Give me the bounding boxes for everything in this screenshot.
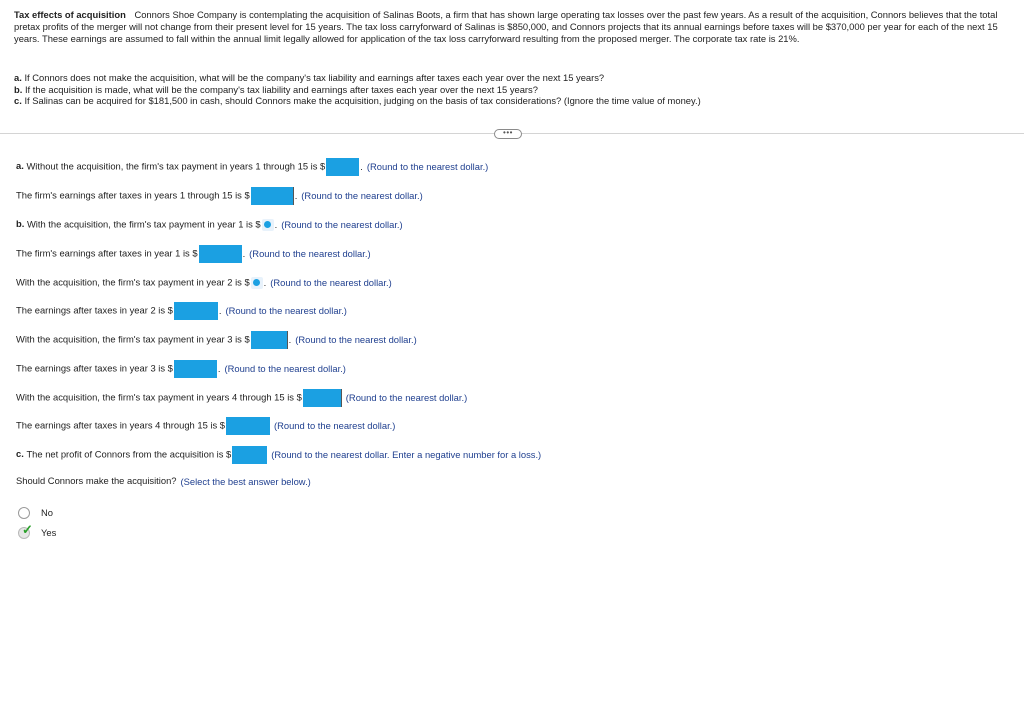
question-letter: a.	[14, 72, 22, 83]
answer-text: With the acquisition, the firm's tax payment in year 1 is $	[26, 218, 261, 230]
answer-row-b-earnings-y1	[16, 244, 371, 262]
answer-input-box[interactable]	[251, 187, 294, 205]
period: .	[242, 247, 246, 259]
question-a	[14, 72, 1014, 84]
answer-text: Without the acquisition, the firm's tax payment in years 1 through 15 is $	[26, 160, 326, 172]
round-hint: (Round to the nearest dollar.)	[225, 304, 347, 316]
answer-text: The earnings after taxes in year 3 is $	[16, 362, 173, 374]
problem-body: Connors Shoe Company is contemplating the acquisition of Salinas Boots, a firm that has shown large operating tax losses over the past few years. As a result of the acquisition, Connors believes that the total pretax profits of the merger will not change from their present level for 15 years. The tax loss carryforward of Salinas is $850,000, and Connors projects that its annual earnings before taxes will be $370,000 per year for each of the next 15 years. These earnings are assumed to fall within the annual limit legally allowed for application of the tax loss carryforward resulting from the proposed merger. The corporate tax rate is 21%.	[14, 9, 998, 45]
answer-input-box[interactable]	[174, 302, 218, 320]
answer-input-box[interactable]	[174, 360, 217, 378]
period: .	[274, 218, 278, 230]
answer-input-box[interactable]	[262, 219, 274, 231]
question-b	[14, 84, 1014, 96]
round-hint: (Round to the nearest dollar.)	[295, 333, 417, 345]
answer-row-b-earnings-y3	[16, 359, 346, 377]
answer-row-b-tax-y1	[16, 215, 403, 233]
answer-text: With the acquisition, the firm's tax payment in year 2 is $	[16, 276, 250, 288]
problem-title: Tax effects of acquisition	[14, 9, 126, 20]
round-hint: (Round to the nearest dollar.)	[345, 391, 468, 403]
period: .	[294, 189, 298, 201]
answer-row-b-earnings-y2	[16, 301, 347, 319]
answer-input-box[interactable]	[226, 417, 270, 435]
question-list	[14, 72, 1014, 107]
answer-input-box[interactable]	[199, 245, 242, 263]
round-hint: (Round to the nearest dollar.)	[273, 419, 396, 431]
acquisition-question	[16, 474, 311, 489]
answer-text: With the acquisition, the firm's tax payment in years 4 through 15 is $	[16, 391, 302, 403]
answer-input-box[interactable]	[303, 389, 342, 407]
select-hint: (Select the best answer below.)	[180, 475, 311, 487]
round-hint: (Round to the nearest dollar. Enter a negative number for a loss.)	[271, 448, 542, 460]
answer-row-b-earnings-y4-15	[16, 416, 395, 434]
round-hint: (Round to the nearest dollar.)	[301, 189, 423, 201]
question-letter: c.	[14, 95, 22, 107]
option-label: No	[41, 506, 53, 518]
prompt-text: Should Connors make the acquisition?	[16, 475, 177, 486]
round-hint: (Round to the nearest dollar.)	[366, 160, 489, 172]
answer-row-a-earnings	[16, 186, 423, 204]
answer-row-b-tax-y2	[16, 273, 392, 291]
checkmark-icon: ✓	[22, 521, 33, 537]
answer-row-b-tax-y3	[16, 330, 417, 348]
period: .	[217, 362, 221, 374]
round-hint: (Round to the nearest dollar.)	[249, 247, 371, 259]
period: .	[263, 276, 267, 288]
answer-text: With the acquisition, the firm's tax payment in year 3 is $	[16, 333, 250, 345]
answer-input-box[interactable]	[326, 158, 359, 176]
expand-more-button[interactable]: •••	[494, 129, 522, 139]
period: .	[360, 160, 363, 172]
answer-text: The net profit of Connors from the acquisition is $	[26, 448, 232, 460]
period: .	[288, 333, 292, 345]
radio-button[interactable]	[18, 521, 33, 539]
answer-row-a-tax	[16, 157, 488, 175]
answer-row-c-net-profit	[16, 445, 541, 463]
answer-marker-icon	[264, 221, 271, 228]
round-hint: (Round to the nearest dollar.)	[224, 362, 346, 374]
option-label: Yes	[41, 526, 57, 538]
period: .	[218, 304, 222, 316]
answer-text: The earnings after taxes in year 2 is $	[16, 304, 173, 316]
answer-input-box[interactable]	[232, 446, 267, 464]
answer-input-box[interactable]	[251, 277, 263, 289]
answer-text: The firm's earnings after taxes in years 1 through 15 is $	[16, 189, 250, 201]
question-letter: b.	[14, 83, 23, 95]
question-c	[14, 95, 1014, 107]
round-hint: (Round to the nearest dollar.)	[270, 276, 392, 288]
answer-text: The earnings after taxes in years 4 through 15 is $	[16, 419, 225, 431]
problem-statement	[14, 9, 1014, 46]
question-text: If the acquisition is made, what will be the company's tax liability and earnings after taxes each year over the next 15 years?	[24, 83, 538, 95]
answer-text: The firm's earnings after taxes in year 1 is $	[16, 247, 198, 259]
option-yes[interactable]	[18, 521, 57, 539]
answer-input-box[interactable]	[251, 331, 288, 349]
question-text: If Connors does not make the acquisition, what will be the company's tax liability and earnings after taxes each year over the next 15 years?	[24, 72, 605, 83]
answer-marker-icon	[253, 279, 260, 286]
question-text: If Salinas can be acquired for $181,500 in cash, should Connors make the acquisition, judging on the basis of tax considerations? (Ignore the time value of money.)	[24, 95, 701, 107]
option-no[interactable]	[18, 505, 53, 519]
answer-letter: b.	[16, 218, 25, 229]
answer-letter: a.	[16, 160, 24, 171]
radio-button[interactable]	[18, 507, 30, 519]
answer-row-b-tax-y4-15	[16, 388, 467, 406]
answer-letter: c.	[16, 448, 24, 459]
round-hint: (Round to the nearest dollar.)	[281, 218, 403, 230]
